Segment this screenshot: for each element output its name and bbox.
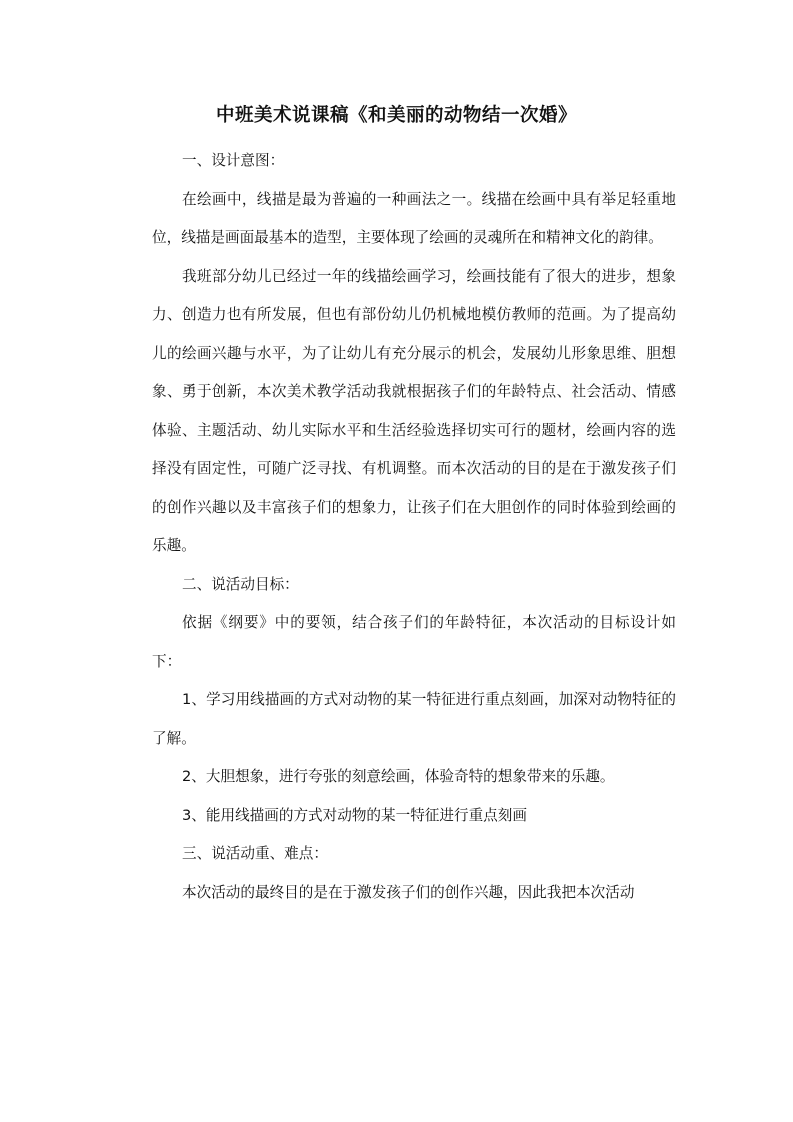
section-heading-key-points: 三、说活动重、难点： [182,845,328,862]
objective-item-3: 3、能用线描画的方式对动物的某一特征进行重点刻画 [182,806,527,824]
section-heading-objectives: 二、说活动目标： [182,575,299,593]
section-heading-design-intent: 一、设计意图： [182,152,285,169]
objective-item-1: 1、学习用线描画的方式对动物的某一特征进行重点刻画，加深对动物特征的了解。 [152,691,676,747]
document-title: 中班美术说课稿《和美丽的动物结一次婚》 [215,105,577,126]
objective-item-2: 2、大胆想象，进行夸张的刻意绘画，体验奇特的想象带来的乐趣。 [182,768,615,785]
document-body [152,142,676,912]
paragraph-key-points: 本次活动的最终目的是在于激发孩子们的创作兴趣，因此我把本次活动 [182,883,635,901]
paragraph-line-drawing: 在绘画中，线描是最为普遍的一种画法之一。线描在绘画中具有举足轻重地位，线描是画面最基本的造型，主要体现了绘画的灵魂所在和精神文化的韵律。 [152,190,676,246]
paragraph-class-background: 我班部分幼儿已经过一年的线描绘画学习，绘画技能有了很大的进步，想象力、创造力也有所发展，但也有部份幼儿仍机械地模仿教师的范画。为了提高幼儿的绘画兴趣与水平，为了让幼儿有充分展示的机会，发展幼儿形象思维、胆想象、勇于创新，本次美术教学活动我就根据孩子们的年龄特点、社会活动、情感体验、主题活动、幼儿实际水平和生活经验选择切实可行的题材，绘画内容的选择没有固定性，可随广泛寻找、有机调整。而本次活动的目的是在于激发孩子们的创作兴趣以及丰富孩子们的想象力，让孩子们在大胆创作的同时体验到绘画的乐趣。 [152,267,676,554]
paragraph-objectives-intro: 依据《纲要》中的要领，结合孩子们的年龄特征，本次活动的目标设计如下： [152,614,676,670]
